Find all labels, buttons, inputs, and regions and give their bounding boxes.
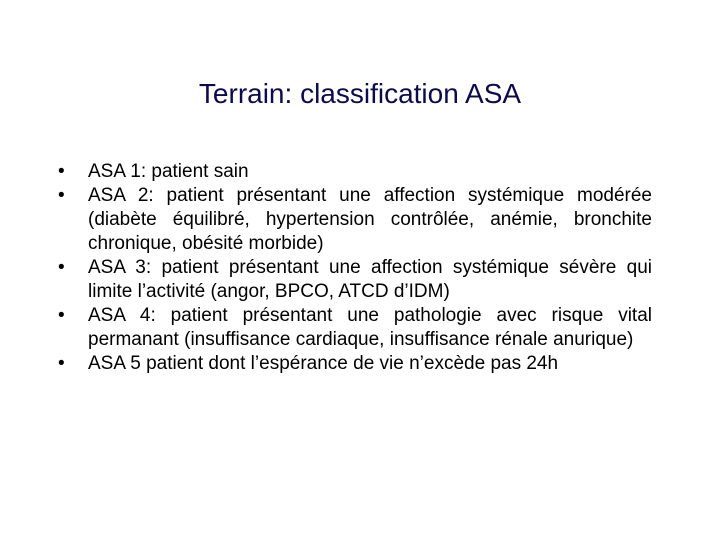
bullet-text: ASA 2: patient présentant une affection systémique modérée (diabète équilibré, hypertension contrôlée, anémie, bronchite chronique, obésité morbide) <box>88 185 652 254</box>
bullet-list <box>58 160 652 376</box>
bullet-icon: • <box>58 161 65 182</box>
bullet-item-asa-4 <box>58 304 652 352</box>
bullet-item-asa-3 <box>58 256 652 304</box>
bullet-icon: • <box>58 257 65 278</box>
bullet-text: ASA 5 patient dont l’espérance de vie n’excède pas 24h <box>88 353 559 374</box>
bullet-item-asa-1 <box>58 160 652 184</box>
bullet-icon: • <box>58 305 65 326</box>
bullet-text: ASA 1: patient sain <box>88 161 249 182</box>
bullet-item-asa-5 <box>58 352 652 376</box>
bullet-text: ASA 4: patient présentant une pathologie avec risque vital permanant (insuffisance cardiaque, insuffisance rénale anurique) <box>88 305 652 350</box>
slide-title: Terrain: classification ASA <box>198 78 522 109</box>
bullet-icon: • <box>58 353 65 374</box>
bullet-item-asa-2 <box>58 184 652 256</box>
bullet-text: ASA 3: patient présentant une affection systémique sévère qui limite l’activité (angor, BPCO, ATCD d’IDM) <box>88 257 652 302</box>
bullet-icon: • <box>58 185 65 206</box>
